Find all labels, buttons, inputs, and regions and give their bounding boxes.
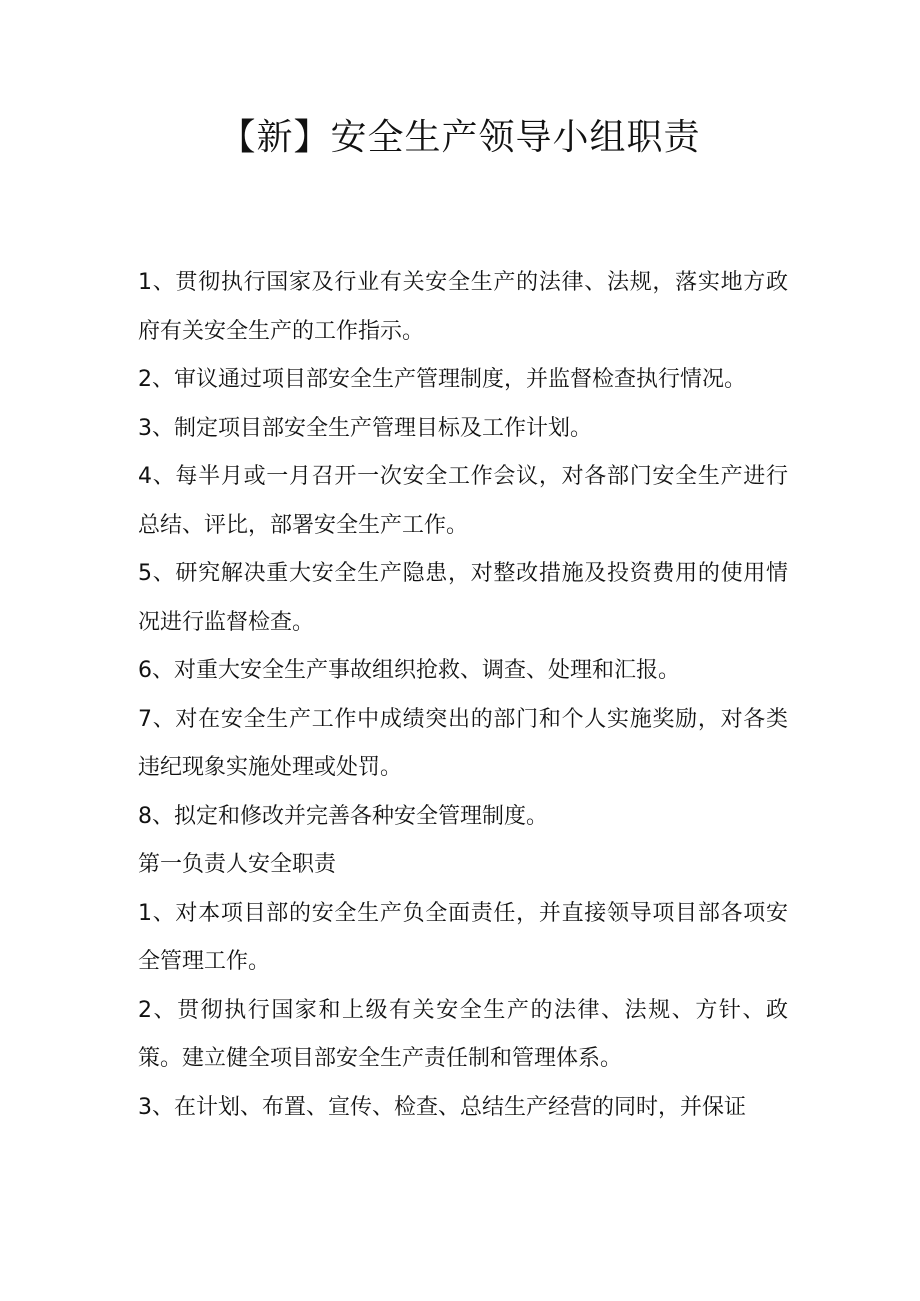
paragraph-6: 6、对重大安全生产事故组织抢救、调查、处理和汇报。 [138, 658, 680, 683]
paragraph-7: 7、对在安全生产工作中成绩突出的部门和个人实施奖励，对各类违纪现象实施处理或处罚。 [138, 706, 788, 780]
paragraph-11: 3、在计划、布置、宣传、检查、总结生产经营的同时，并保证 [138, 1094, 746, 1120]
section-heading-first-responsible: 第一负责人安全职责 [138, 852, 337, 877]
paragraph-5: 5、研究解决重大安全生产隐患，对整改措施及投资费用的使用情况进行监督检查。 [138, 561, 788, 635]
paragraph-10: 2、贯彻执行国家和上级有关安全生产的法律、法规、方针、政策。建立健全项目部安全生产责任制和管理体系。 [138, 997, 788, 1071]
paragraph-9: 1、对本项目部的安全生产负全面责任，并直接领导项目部各项安全管理工作。 [138, 900, 788, 974]
document-body [138, 259, 788, 1132]
paragraph-3: 3、制定项目部安全生产管理目标及工作计划。 [138, 415, 592, 441]
document-title: 【新】安全生产领导小组职责 [219, 117, 701, 158]
paragraph-2: 2、审议通过项目部安全生产管理制度，并监督检查执行情况。 [138, 367, 746, 392]
paragraph-1: 1、贯彻执行国家及行业有关安全生产的法律、法规，落实地方政府有关安全生产的工作指示。 [138, 270, 788, 344]
paragraph-4: 4、每半月或一月召开一次安全工作会议，对各部门安全生产进行总结、评比，部署安全生产工作。 [138, 464, 788, 538]
paragraph-8: 8、拟定和修改并完善各种安全管理制度。 [138, 803, 548, 829]
